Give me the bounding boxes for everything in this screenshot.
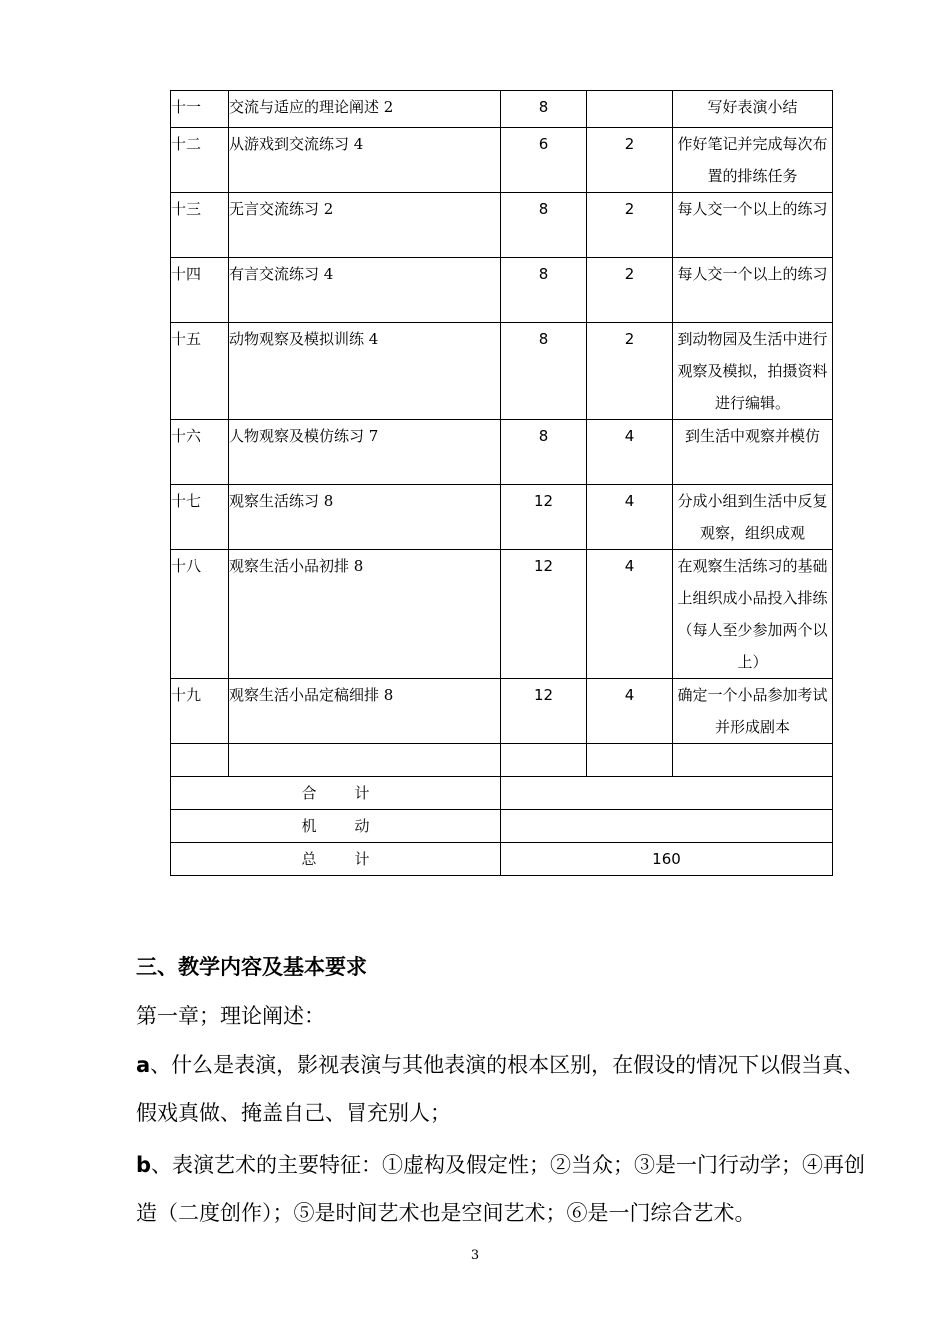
practice-hours-cell: 4 [587, 420, 673, 485]
requirement-cell: 写好表演小结 [673, 91, 833, 128]
week-cell: 十八 [171, 550, 229, 679]
summary-row-total [171, 777, 833, 810]
hours-cell: 8 [501, 420, 587, 485]
week-cell: 十三 [171, 193, 229, 258]
empty-cell [171, 744, 229, 777]
grand-total-label [171, 843, 501, 876]
week-cell: 十五 [171, 323, 229, 420]
practice-hours-cell: 4 [587, 550, 673, 679]
empty-cell [229, 744, 501, 777]
grand-label-a: 总 [301, 850, 317, 868]
topic-cell: 观察生活练习 8 [229, 485, 501, 550]
week-cell: 十二 [171, 128, 229, 193]
requirement-cell: 每人交一个以上的练习 [673, 193, 833, 258]
practice-hours-cell: 4 [587, 485, 673, 550]
paragraph-a [136, 1041, 866, 1137]
requirement-cell: 分成小组到生活中反复观察，组织成观 [673, 485, 833, 550]
practice-hours-cell: 2 [587, 323, 673, 420]
topic-cell: 交流与适应的理论阐述 2 [229, 91, 501, 128]
topic-cell: 观察生活小品初排 8 [229, 550, 501, 679]
paragraph-b [136, 1141, 866, 1237]
total-label-b: 计 [354, 784, 370, 802]
week-cell: 十一 [171, 91, 229, 128]
empty-cell [501, 744, 587, 777]
practice-hours-cell [587, 91, 673, 128]
table-row-empty [171, 744, 833, 777]
week-cell: 十四 [171, 258, 229, 323]
hours-cell: 12 [501, 485, 587, 550]
requirement-cell: 到动物园及生活中进行观察及模拟，拍摄资料进行编辑。 [673, 323, 833, 420]
week-cell: 十六 [171, 420, 229, 485]
hours-cell: 6 [501, 128, 587, 193]
grand-total-value: 160 [501, 843, 833, 876]
hours-cell: 12 [501, 550, 587, 679]
empty-cell [673, 744, 833, 777]
paragraph-a-marker: a [136, 1053, 151, 1077]
table-row [171, 679, 833, 744]
hours-cell: 8 [501, 258, 587, 323]
empty-cell [587, 744, 673, 777]
table-row [171, 485, 833, 550]
topic-cell: 观察生活小品定稿细排 8 [229, 679, 501, 744]
practice-hours-cell: 4 [587, 679, 673, 744]
table-row [171, 91, 833, 128]
flex-value [501, 810, 833, 843]
hours-cell: 8 [501, 323, 587, 420]
flex-label-b: 动 [354, 817, 370, 835]
table-row [171, 420, 833, 485]
total-label [171, 777, 501, 810]
requirement-cell: 到生活中观察并模仿 [673, 420, 833, 485]
table-row [171, 550, 833, 679]
topic-cell: 有言交流练习 4 [229, 258, 501, 323]
grand-label-b: 计 [354, 850, 370, 868]
chapter-heading: 第一章；理论阐述： [136, 1004, 325, 1028]
week-cell: 十九 [171, 679, 229, 744]
week-cell: 十七 [171, 485, 229, 550]
requirement-cell: 作好笔记并完成每次布置的排练任务 [673, 128, 833, 193]
table-row [171, 258, 833, 323]
schedule-table [170, 90, 833, 876]
section-title: 三、教学内容及基本要求 [136, 955, 367, 979]
topic-cell: 动物观察及模拟训练 4 [229, 323, 501, 420]
topic-cell: 从游戏到交流练习 4 [229, 128, 501, 193]
flex-label-a: 机 [301, 817, 317, 835]
hours-cell: 8 [501, 193, 587, 258]
topic-cell: 人物观察及模仿练习 7 [229, 420, 501, 485]
flex-label [171, 810, 501, 843]
hours-cell: 12 [501, 679, 587, 744]
requirement-cell: 确定一个小品参加考试并形成剧本 [673, 679, 833, 744]
requirement-cell: 每人交一个以上的练习 [673, 258, 833, 323]
page-number: 3 [470, 1248, 480, 1263]
table-row [171, 128, 833, 193]
summary-row-flex [171, 810, 833, 843]
total-value [501, 777, 833, 810]
paragraph-b-text: 、表演艺术的主要特征：①虚构及假定性；②当众；③是一门行动学；④再创造（二度创作）；⑤是时间艺术也是空间艺术；⑥是一门综合艺术。 [136, 1153, 866, 1225]
paragraph-a-text: 、什么是表演，影视表演与其他表演的根本区别，在假设的情况下以假当真、假戏真做、掩盖自己、冒充别人； [136, 1053, 865, 1125]
requirement-cell: 在观察生活练习的基础上组织成小品投入排练（每人至少参加两个以上） [673, 550, 833, 679]
practice-hours-cell: 2 [587, 128, 673, 193]
topic-cell: 无言交流练习 2 [229, 193, 501, 258]
hours-cell: 8 [501, 91, 587, 128]
paragraph-b-marker: b [136, 1153, 152, 1177]
table-row [171, 323, 833, 420]
practice-hours-cell: 2 [587, 193, 673, 258]
total-label-a: 合 [301, 784, 317, 802]
practice-hours-cell: 2 [587, 258, 673, 323]
table-row [171, 193, 833, 258]
summary-row-grand [171, 843, 833, 876]
